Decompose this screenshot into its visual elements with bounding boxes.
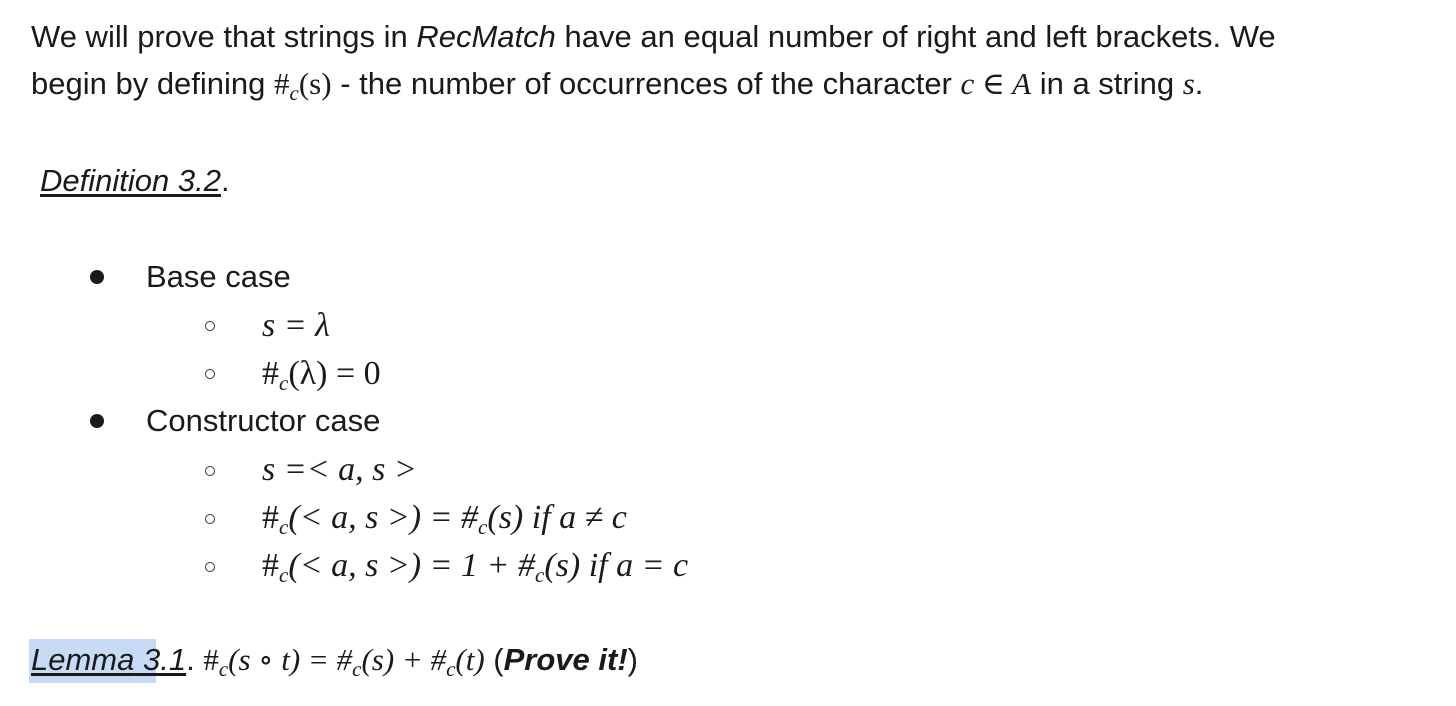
subscript: c <box>534 563 545 587</box>
hash-symbol: # <box>262 499 279 536</box>
constructor-item-3 <box>262 543 688 598</box>
math-expr: (t) <box>455 642 485 677</box>
subscript: c <box>218 657 229 681</box>
bullet-icon <box>90 270 104 284</box>
constructor-item-1 <box>262 447 417 493</box>
math-expr: (s) if a = c <box>544 547 689 584</box>
math-expr: (s ∘ t) = # <box>228 642 353 677</box>
sub-bullet-icon <box>205 321 215 331</box>
definition-suffix: . <box>220 163 230 198</box>
constructor-item-2 <box>262 495 627 550</box>
sub-bullet-icon <box>205 514 215 524</box>
subscript: c <box>446 657 456 681</box>
lemma-formula <box>203 642 485 681</box>
hash-symbol: # <box>262 355 279 392</box>
definition-title: Definition 3.2 <box>40 163 221 198</box>
math-expr: s = λ <box>262 307 330 344</box>
prove-it-text: Prove it! <box>503 642 628 677</box>
bullet-icon <box>90 414 104 428</box>
count-function <box>274 66 332 105</box>
math-text: (s) <box>298 66 332 101</box>
subscript: c <box>289 81 299 105</box>
membership-expr: c ∈ A <box>960 66 1032 101</box>
subscript: c <box>478 515 488 539</box>
string-var: s <box>1182 66 1195 101</box>
sub-bullet-icon <box>205 562 215 572</box>
lemma-title <box>31 642 186 677</box>
intro-text: begin by defining <box>31 66 275 101</box>
math-expr: s =< a, s > <box>262 451 417 488</box>
sub-bullet-icon <box>205 466 215 476</box>
lemma-suffix: . <box>186 642 204 677</box>
lemma-statement <box>31 637 638 692</box>
intro-text: We will prove that strings in <box>31 19 417 54</box>
intro-line-1 <box>31 14 1276 60</box>
intro-text: in a string <box>1031 66 1183 101</box>
subscript: c <box>279 515 289 539</box>
math-expr: (< a, s >) = 1 + # <box>288 547 535 584</box>
math-expr: (< a, s >) = # <box>288 499 479 536</box>
lemma-word: Lemma <box>31 642 135 677</box>
lemma-number: 3.1 <box>134 642 187 677</box>
definition-heading <box>40 158 230 204</box>
subscript: c <box>279 371 289 395</box>
math-expr: (λ) = 0 <box>288 355 381 392</box>
intro-line-2 <box>31 61 1203 116</box>
paren: ( <box>484 642 504 677</box>
subscript: c <box>279 563 289 587</box>
intro-text: have an equal number of right and left brackets. We <box>555 19 1276 54</box>
subscript: c <box>352 657 362 681</box>
intro-text: . <box>1194 66 1204 101</box>
sub-bullet-icon <box>205 369 215 379</box>
recmatch-term: RecMatch <box>416 19 556 54</box>
paren: ) <box>627 642 638 677</box>
constructor-case-label: Constructor case <box>146 403 381 438</box>
hash-symbol: # <box>262 547 279 584</box>
hash-symbol: # <box>274 66 290 101</box>
math-expr: (s) + # <box>361 642 447 677</box>
intro-text: - the number of occurrences of the character <box>331 66 961 101</box>
base-case-label: Base case <box>146 259 291 294</box>
base-case-item-1 <box>262 303 330 349</box>
math-expr: (s) if a ≠ c <box>487 499 627 536</box>
hash-symbol: # <box>203 642 219 677</box>
